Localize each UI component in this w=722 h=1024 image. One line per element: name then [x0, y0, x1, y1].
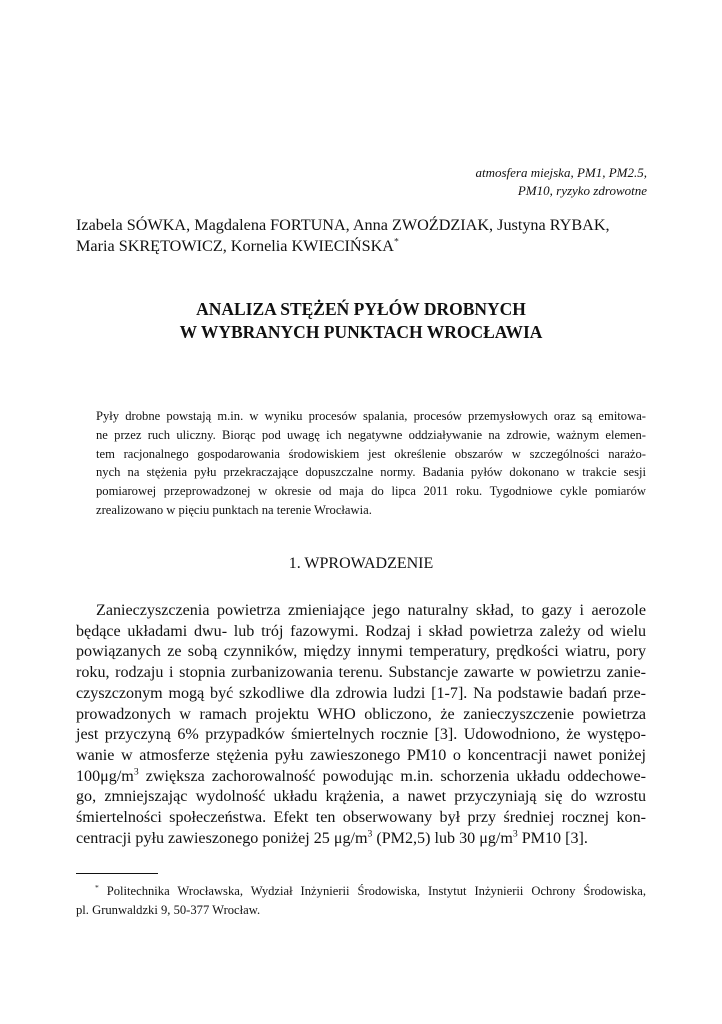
body-line: będące układami dwu- lub trój fazowymi. Rodzaj i skład powietrza zależy od wielu — [76, 622, 646, 640]
authors-line: Izabela SÓWKA, Magdalena FORTUNA, Anna ZWOŹDZIAK, Justyna RYBAK, — [76, 216, 610, 234]
abstract-line: nych na stężenia pyłu przekraczające dopuszczalne normy. Badania pyłów dokonano w trakcie sesji — [96, 465, 646, 480]
superscript: 3 — [133, 766, 139, 778]
body-line: jest przyczyną 6% przypadków śmiertelnych rocznie [3]. Udowodniono, że występo- — [76, 726, 646, 744]
body-line: go, zmniejszając wydolność układu krążenia, a nawet przyczyniają się do wzrostu — [76, 788, 646, 806]
footnote-mark: * — [95, 882, 99, 892]
footnote — [76, 882, 646, 919]
body-line: roku, rodzaju i stopnia zurbanizowania terenu. Substancje zawarte w powietrzu zanie- — [76, 664, 646, 682]
keywords — [475, 164, 647, 200]
abstract-line: ne przez ruch uliczny. Biorąc pod uwagę ich negatywne oddziaływanie na zdrowie, ważnym elemen- — [96, 427, 646, 442]
body-line: czyszczonym mogą być szkodliwe dla zdrowia ludzi [1-7]. Na podstawie badań prze- — [76, 684, 646, 702]
body-text-span: centracji pyłu zawieszonego poniżej 25 μg/m — [76, 829, 368, 847]
body-line — [76, 829, 646, 850]
title-line: ANALIZA STĘŻEŃ PYŁÓW DROBNYCH — [196, 299, 526, 319]
body-text-span: 100μg/m — [76, 767, 134, 785]
authors-line-text: Maria SKRĘTOWICZ, Kornelia KWIECIŃSKA — [76, 237, 394, 255]
footnote-text: Politechnika Wrocławska, Wydział Inżynierii Środowiska, Instytut Inżynierii Ochrony Środowiska, — [98, 884, 646, 898]
footnote-separator — [76, 873, 158, 874]
body-text-span: zwiększa zachorowalność powodując m.in. schorzenia układu oddechowe- — [138, 767, 646, 785]
title-line: W WYBRANYCH PUNKTACH WROCŁAWIA — [179, 322, 543, 342]
body-paragraph — [76, 601, 646, 849]
body-text-span: PM10 [3]. — [517, 829, 588, 847]
abstract-line: Pyły drobne powstają m.in. w wyniku procesów spalania, procesów przemysłowych oraz są emitowa- — [96, 409, 646, 423]
authors-line — [76, 236, 656, 257]
authors — [76, 215, 656, 257]
body-line: śmiertelności społeczeństwa. Efekt ten obserwowany był przy średniej rocznej kon- — [76, 809, 646, 827]
body-line: prowadzonych w ramach projektu WHO obliczono, że zanieczyszczenie powietrza — [76, 705, 646, 723]
section-heading: 1. WPROWADZENIE — [288, 555, 434, 572]
body-text-span: (PM2,5) lub 30 μg/m — [372, 829, 513, 847]
abstract — [96, 407, 646, 520]
abstract-line: tem racjonalnego gospodarowania środowiskiem jest określenie obszarów w szczególności narażo- — [96, 446, 646, 461]
footnote-line: pl. Grunwaldzki 9, 50-377 Wrocław. — [76, 902, 261, 917]
superscript: 3 — [367, 828, 373, 840]
superscript: 3 — [512, 828, 518, 840]
abstract-line: zrealizowano w pięciu punktach na terenie Wrocławia. — [96, 502, 372, 517]
abstract-line: pomiarowej przeprowadzonej w okresie od maja do lipca 2011 roku. Tygodniowe cykle pomiarów — [96, 484, 646, 499]
body-line — [76, 767, 646, 788]
keywords-line: PM10, ryzyko zdrowotne — [517, 183, 647, 198]
body-line: Zanieczyszczenia powietrza zmieniające jego naturalny skład, to gazy i aerozole — [96, 602, 646, 619]
body-line: wanie w atmosferze stężenia pyłu zawieszonego PM10 o koncentracji nawet poniżej — [76, 746, 646, 764]
keywords-line: atmosfera miejska, PM1, PM2.5, — [475, 165, 647, 180]
author-footnote-mark: * — [394, 236, 399, 248]
paper-title — [76, 298, 646, 344]
body-line: powiązanych ze sobą czynników, między innymi temperatury, prędkości wiatru, pory — [76, 643, 646, 661]
footnote-line — [76, 882, 646, 901]
